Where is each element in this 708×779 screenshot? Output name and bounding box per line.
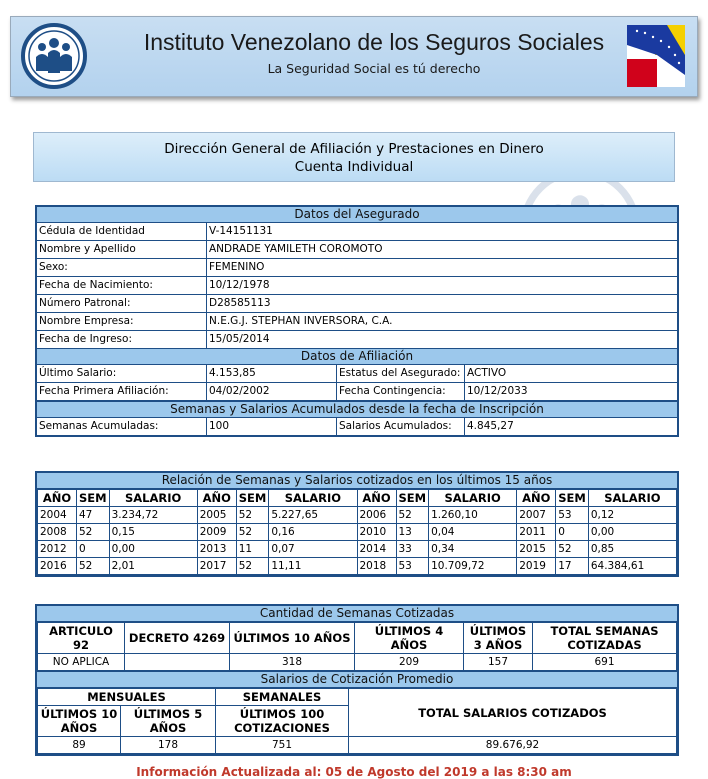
field-value: ANDRADE YAMILETH COROMOTO xyxy=(209,243,383,255)
ultimos-5-anos-header: ÚLTIMOS 5 AÑOS xyxy=(121,706,216,737)
total-semanas-header: TOTAL SEMANAS COTIZADAS xyxy=(533,623,677,654)
promedio-header: Salarios de Cotización Promedio xyxy=(37,671,677,688)
year-cell: 2008 xyxy=(38,524,77,541)
year-cell: 2007 xyxy=(517,507,556,524)
contingencia-label: Fecha Contingencia: xyxy=(337,383,465,400)
total-salarios-value: 89.676,92 xyxy=(349,737,677,754)
sem-cell: 53 xyxy=(396,558,429,575)
sem-cell: 52 xyxy=(236,558,269,575)
afiliacion-row-1 xyxy=(37,365,677,383)
sem-cell: 33 xyxy=(396,541,429,558)
ultimo-salario-value: 4.153,85 xyxy=(207,365,337,382)
estatus-label: Estatus del Asegurado: xyxy=(337,365,465,382)
semanales-header: SEMANALES xyxy=(216,689,349,706)
ano-header: AÑO xyxy=(517,490,556,507)
year-cell: 2004 xyxy=(38,507,77,524)
asegurado-row xyxy=(37,313,677,331)
direccion-title: Dirección General de Afiliación y Prestaciones en Dinero xyxy=(164,141,544,157)
salario-cell: 1.260,10 xyxy=(429,507,517,524)
year-cell: 2018 xyxy=(357,558,396,575)
field-value: V-14151131 xyxy=(209,225,273,237)
salario-cell: 0,15 xyxy=(109,524,197,541)
table-row xyxy=(38,541,677,558)
salario-cell: 0,00 xyxy=(109,541,197,558)
salarios-acumulados-value: 4.845,27 xyxy=(467,420,514,432)
year-cell: 2010 xyxy=(357,524,396,541)
cantidad-grid xyxy=(37,622,677,671)
cantidad-table xyxy=(35,604,679,756)
ano-header: AÑO xyxy=(357,490,396,507)
asegurado-row xyxy=(37,277,677,295)
salario-header: SALARIO xyxy=(269,490,357,507)
asegurado-row xyxy=(37,259,677,277)
relacion-grid xyxy=(37,489,677,575)
field-label: Nombre y Apellido xyxy=(37,241,207,258)
sem-cell: 52 xyxy=(77,558,110,575)
ultimos-10-anos-header: ÚLTIMOS 10 AÑOS xyxy=(38,706,121,737)
contingencia-value: 10/12/2033 xyxy=(467,385,528,397)
salario-cell: 10.709,72 xyxy=(429,558,517,575)
total-semanas-value: 691 xyxy=(533,654,677,671)
cantidad-header: Cantidad de Semanas Cotizadas xyxy=(37,606,677,622)
relacion-table xyxy=(35,471,679,577)
ultimos-100-header: ÚLTIMOS 100 COTIZACIONES xyxy=(216,706,349,737)
field-value: D28585113 xyxy=(209,297,271,309)
year-cell: 2013 xyxy=(197,541,236,558)
year-cell: 2011 xyxy=(517,524,556,541)
ano-header: AÑO xyxy=(197,490,236,507)
sem-cell: 52 xyxy=(556,541,589,558)
afiliacion-row-2 xyxy=(37,383,677,401)
articulo-92-header: ARTICULO 92 xyxy=(38,623,125,654)
year-cell: 2015 xyxy=(517,541,556,558)
sem-cell: 52 xyxy=(236,524,269,541)
asegurado-header: Datos del Asegurado xyxy=(37,207,677,223)
promedio-10-anos-value: 89 xyxy=(38,737,121,754)
field-label: Sexo: xyxy=(37,259,207,276)
field-label: Número Patronal: xyxy=(37,295,207,312)
salario-cell: 0,12 xyxy=(588,507,676,524)
venezuela-flag-icon xyxy=(627,25,685,87)
salario-cell: 11,11 xyxy=(269,558,357,575)
field-label: Cédula de Identidad xyxy=(37,223,207,240)
asegurado-row xyxy=(37,223,677,241)
field-value: N.E.G.J. STEPHAN INVERSORA, C.A. xyxy=(209,315,393,327)
sem-header: SEM xyxy=(236,490,269,507)
field-value: 10/12/1978 xyxy=(209,279,270,291)
table-row xyxy=(38,507,677,524)
sem-cell: 17 xyxy=(556,558,589,575)
year-cell: 2019 xyxy=(517,558,556,575)
relacion-header: Relación de Semanas y Salarios cotizados en los últimos 15 años xyxy=(37,473,677,489)
institute-slogan: La Seguridad Social es tú derecho xyxy=(267,61,481,76)
table-row xyxy=(38,558,677,575)
salario-cell: 64.384,61 xyxy=(588,558,676,575)
asegurado-row xyxy=(37,241,677,259)
estatus-value: ACTIVO xyxy=(467,367,507,379)
sem-cell: 52 xyxy=(77,524,110,541)
update-info: Información Actualizada al: 05 de Agosto del 2019 a las 8:30 am xyxy=(136,765,572,779)
asegurado-row xyxy=(37,295,677,313)
ultimos-3-anos-header: ÚLTIMOS 3 AÑOS xyxy=(464,623,533,654)
field-value: FEMENINO xyxy=(209,261,265,273)
ultimo-salario-label: Último Salario: xyxy=(37,365,207,382)
sem-cell: 52 xyxy=(236,507,269,524)
afiliacion-header: Datos de Afiliación xyxy=(37,348,677,365)
year-cell: 2014 xyxy=(357,541,396,558)
field-label: Nombre Empresa: xyxy=(37,313,207,330)
ultimos-4-anos-value: 209 xyxy=(355,654,464,671)
cuenta-title: Cuenta Individual xyxy=(294,159,414,175)
primera-afiliacion-value: 04/02/2002 xyxy=(207,383,337,400)
ivss-logo-icon xyxy=(21,23,87,89)
salario-cell: 0,00 xyxy=(588,524,676,541)
sem-header: SEM xyxy=(396,490,429,507)
year-cell: 2016 xyxy=(38,558,77,575)
primera-afiliacion-label: Fecha Primera Afiliación: xyxy=(37,383,207,400)
salario-cell: 5.227,65 xyxy=(269,507,357,524)
sem-header: SEM xyxy=(556,490,589,507)
sem-cell: 0 xyxy=(556,524,589,541)
promedio-5-anos-value: 178 xyxy=(121,737,216,754)
acumulados-header: Semanas y Salarios Acumulados desde la fecha de Inscripción xyxy=(37,401,677,418)
year-cell: 2006 xyxy=(357,507,396,524)
header-banner xyxy=(10,16,698,97)
field-label: Fecha de Nacimiento: xyxy=(37,277,207,294)
decreto-4269-value xyxy=(125,654,230,671)
ultimos-4-anos-header: ÚLTIMOS 4 AÑOS xyxy=(355,623,464,654)
field-value: 15/05/2014 xyxy=(209,333,270,345)
articulo-92-value: NO APLICA xyxy=(38,654,125,671)
mensuales-header: MENSUALES xyxy=(38,689,216,706)
salarios-acumulados-label: Salarios Acumulados: xyxy=(337,418,465,435)
asegurado-row xyxy=(37,331,677,348)
sem-cell: 0 xyxy=(77,541,110,558)
salario-cell: 0,16 xyxy=(269,524,357,541)
promedio-grid xyxy=(37,688,677,754)
salario-header: SALARIO xyxy=(588,490,676,507)
direccion-box xyxy=(33,132,675,182)
year-cell: 2005 xyxy=(197,507,236,524)
salario-cell: 0,85 xyxy=(588,541,676,558)
year-cell: 2012 xyxy=(38,541,77,558)
sem-cell: 52 xyxy=(396,507,429,524)
salario-cell: 3.234,72 xyxy=(109,507,197,524)
sem-cell: 13 xyxy=(396,524,429,541)
ano-header: AÑO xyxy=(38,490,77,507)
sem-cell: 47 xyxy=(77,507,110,524)
sem-header: SEM xyxy=(77,490,110,507)
decreto-4269-header: DECRETO 4269 xyxy=(125,623,230,654)
salario-header: SALARIO xyxy=(109,490,197,507)
field-label: Fecha de Ingreso: xyxy=(37,331,207,348)
salario-cell: 2,01 xyxy=(109,558,197,575)
semanas-acumuladas-value: 100 xyxy=(207,418,337,435)
asegurado-table xyxy=(35,205,679,437)
year-cell: 2009 xyxy=(197,524,236,541)
salario-cell: 0,04 xyxy=(429,524,517,541)
semanas-acumuladas-label: Semanas Acumuladas: xyxy=(37,418,207,435)
sem-cell: 11 xyxy=(236,541,269,558)
ultimos-3-anos-value: 157 xyxy=(464,654,533,671)
table-row xyxy=(38,524,677,541)
acumulados-row xyxy=(37,418,677,435)
ultimos-10-anos-value: 318 xyxy=(230,654,355,671)
promedio-100-value: 751 xyxy=(216,737,349,754)
year-cell: 2017 xyxy=(197,558,236,575)
sem-cell: 53 xyxy=(556,507,589,524)
ultimos-10-anos-header: ÚLTIMOS 10 AÑOS xyxy=(230,623,355,654)
salario-cell: 0,07 xyxy=(269,541,357,558)
salario-header: SALARIO xyxy=(429,490,517,507)
total-salarios-header: TOTAL SALARIOS COTIZADOS xyxy=(349,689,677,737)
institute-title: Instituto Venezolano de los Seguros Sociales xyxy=(143,29,605,55)
salario-cell: 0,34 xyxy=(429,541,517,558)
